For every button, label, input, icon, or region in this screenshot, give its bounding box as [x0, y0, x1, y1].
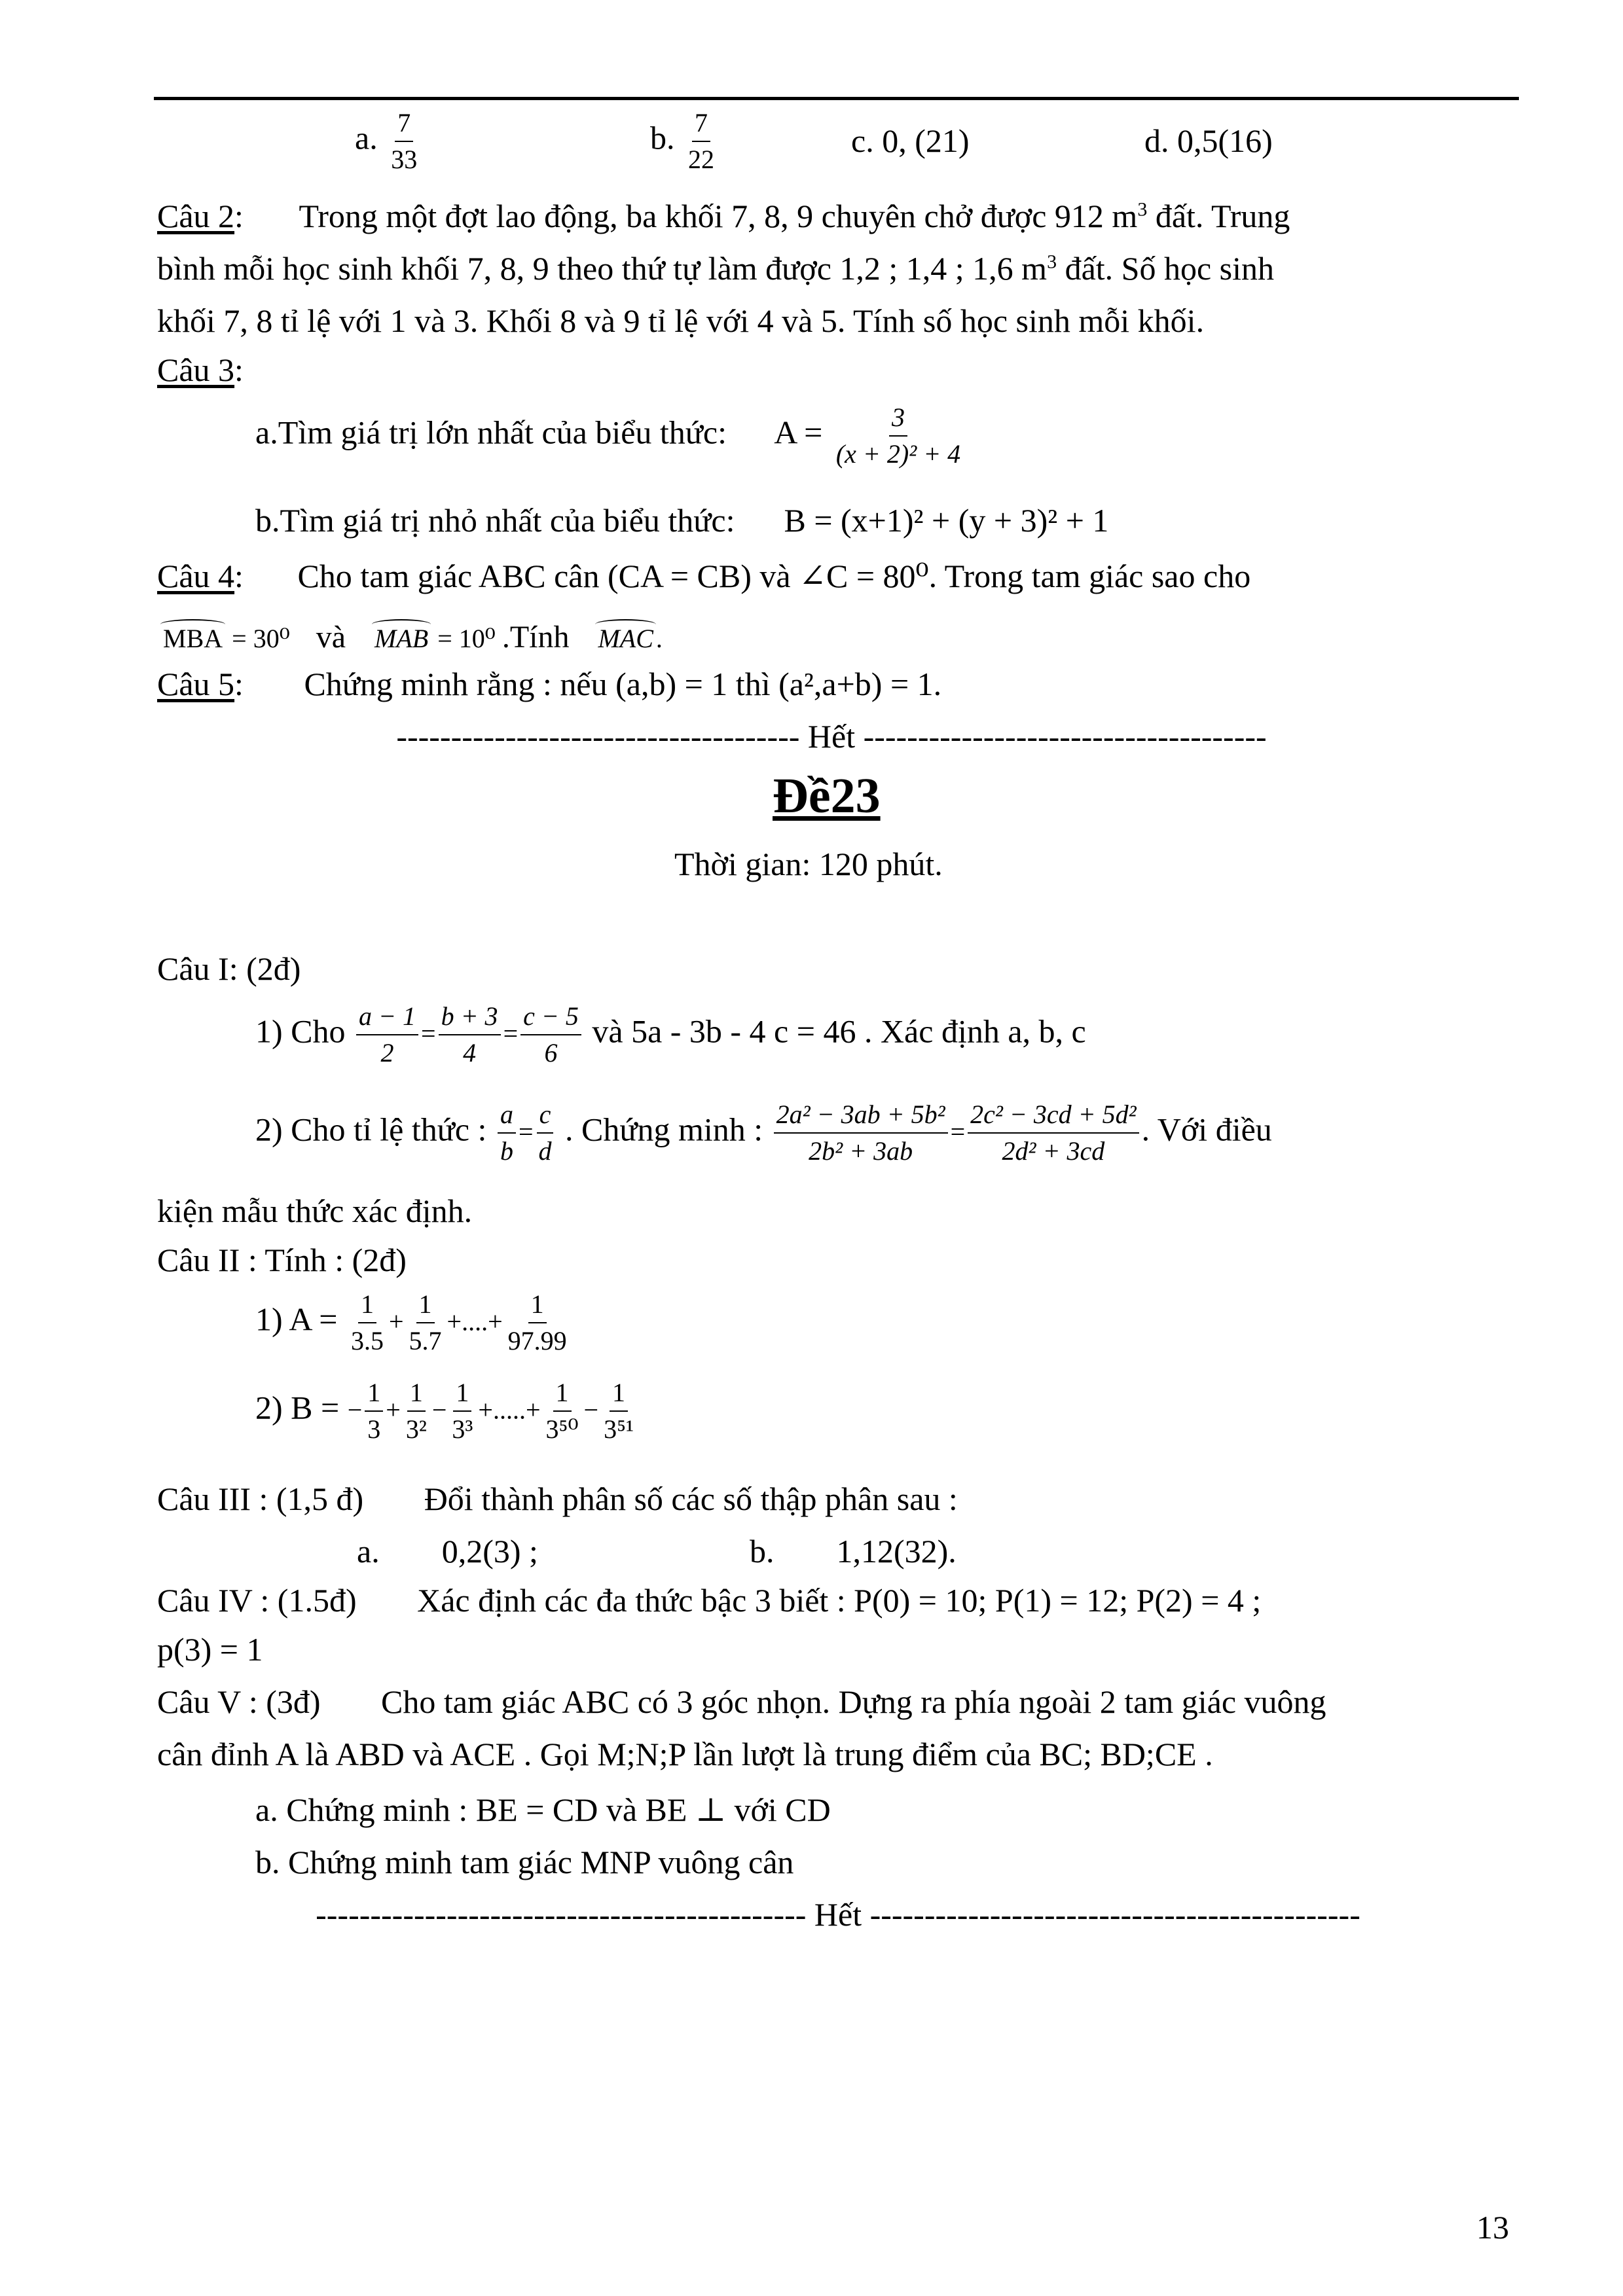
q1-option-d: d. 0,5(16): [1144, 122, 1273, 159]
separator-2: --------------------------------------------- Hết ---------------------------------------------: [316, 1896, 1360, 1933]
q1-option-a: a. $\frac{7}{33}$: [355, 108, 418, 174]
cau3-part-b: b.Tìm giá trị nhỏ nhất của biểu thức: B = (x+1)² + (y + 3)² + 1: [255, 502, 1109, 539]
cau4-line1: Câu 4: Cho tam giác ABC cân (CA = CB) và ∠C = 80⁰. Trong tam giác sao cho: [157, 558, 1251, 594]
cauII-sum-B: 2) B = − $\frac{1}{3}$ + $\frac{1}{\text{3²}}$ − $\frac{1}{\text{3³}}$ +.....+ $\frac{1}{\text{3⁵⁰}}$ − $\frac{1}{\text{3⁵¹}}$: [255, 1378, 634, 1444]
cau4-line2: MBA = 30⁰ và MAB = 10⁰ .Tính MAC .: [160, 622, 663, 653]
cau3-label: Câu 3:: [157, 351, 244, 388]
q1-option-c: c. 0, (21): [851, 122, 970, 159]
cau2-line2: bình mỗi học sinh khối 7, 8, 9 theo thứ tự làm được 1,2 ; 1,4 ; 1,6 $m^3$ đất. Số học sinh: [157, 250, 1274, 287]
cau3-part-a: a.Tìm giá trị lớn nhất của biểu thức: A = $\frac{3}{\text{(x + 2)² + 4}}$: [255, 403, 961, 469]
page-number: 13: [1476, 2209, 1509, 2246]
cauI-part2: 2) Cho tỉ lệ thức : $\frac{a}{b}$ = $\frac{c}{d}$ . Chứng minh : $\frac{\text{2a² − 3ab + 5b²}}{\text{2b² + 3ab}}$ = $\frac{\text{2c² − 3cd + 5d²}}{\text{2d² + 3cd}}$ . Với điều: [255, 1100, 1272, 1166]
top-rule: [154, 97, 1519, 100]
cauV-line2: cân đỉnh A là ABD và ACE . Gọi M;N;P lần lượt là trung điểm của BC; BD;CE .: [157, 1736, 1213, 1772]
cau5-line: Câu 5: Chứng minh rằng : nếu (a,b) = 1 thì (a²,a+b) = 1.: [157, 666, 942, 702]
cau2-line3: khối 7, 8 tỉ lệ với 1 và 3. Khối 8 và 9 tỉ lệ với 4 và 5. Tính số học sinh mỗi khối.: [157, 302, 1205, 339]
cauII-sum-A: 1) A = $\frac{1}{3.5}$ + $\frac{1}{5.7}$ +....+ $\frac{1}{97.99}$: [255, 1289, 567, 1355]
cauIII-b: b. 1,12(32).: [750, 1533, 957, 1570]
separator-1: ------------------------------------- Hết -------------------------------------: [396, 718, 1267, 755]
exam-title: Đề23: [773, 768, 881, 823]
q1-option-b: b. $\frac{7}{22}$: [650, 108, 714, 174]
cauV-b: b. Chứng minh tam giác MNP vuông cân: [255, 1844, 794, 1880]
cauV-line1: Câu V : (3đ) Cho tam giác ABC có 3 góc nhọn. Dựng ra phía ngoài 2 tam giác vuông: [157, 1683, 1326, 1720]
cauI-header: Câu I: (2đ): [157, 950, 301, 987]
cauV-a: a. Chứng minh : BE = CD và BE ⊥ với CD: [255, 1791, 831, 1828]
cauIII-line: Câu III : (1,5 đ) Đổi thành phân số các số thập phân sau :: [157, 1480, 958, 1517]
cauIII-a: a. 0,2(3) ;: [357, 1533, 538, 1570]
cauIV-cont: p(3) = 1: [157, 1631, 263, 1668]
cauIV-line: Câu IV : (1.5đ) Xác định các đa thức bậc 3 biết : P(0) = 10; P(1) = 12; P(2) = 4 ;: [157, 1582, 1262, 1619]
cauII-header: Câu II : Tính : (2đ): [157, 1242, 407, 1278]
cauI-part1: 1) Cho $\frac{a - 1}{2}$ = $\frac{b + 3}{4}$ = $\frac{c - 5}{6}$ và 5a - 3b - 4 c = 46 . Xác định a, b, c: [255, 1001, 1086, 1067]
cauI-part2-cont: kiện mẫu thức xác định.: [157, 1193, 473, 1229]
cau2-line1: Câu 2: Trong một đợt lao động, ba khối 7, 8, 9 chuyên chở được 912 $m^3$ đất. Trung: [157, 198, 1290, 234]
time-limit: Thời gian: 120 phút.: [674, 846, 943, 882]
